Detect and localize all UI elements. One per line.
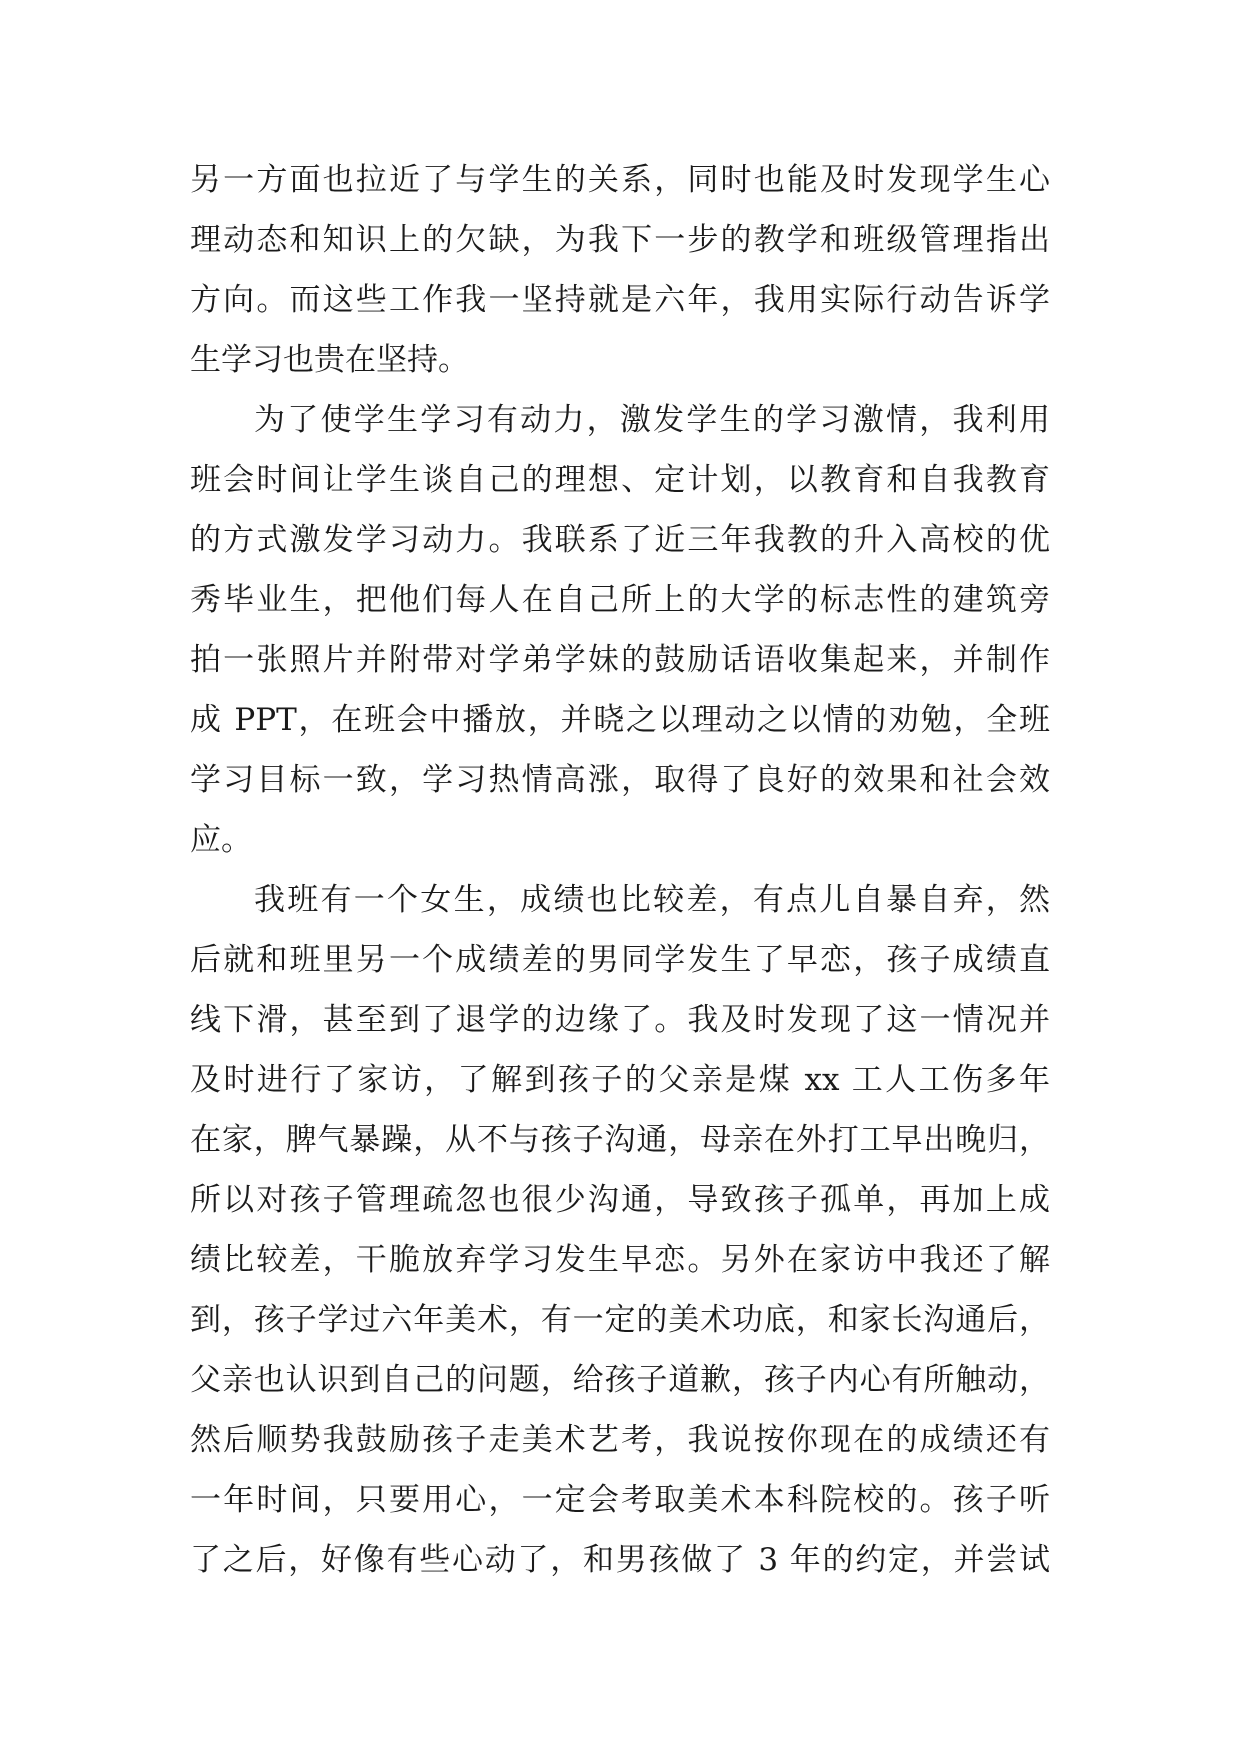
text-line: 成 PPT，在班会中播放，并晓之以理动之以情的劝勉，全班 (190, 702, 1050, 738)
text-line: 父亲也认识到自己的问题，给孩子道歉，孩子内心有所触动， (190, 1362, 1050, 1398)
text-line: 所以对孩子管理疏忽也很少沟通，导致孩子孤单，再加上成 (190, 1182, 1050, 1218)
text-line: 然后顺势我鼓励孩子走美术艺考，我说按你现在的成绩还有 (190, 1422, 1050, 1458)
text-line: 拍一张照片并附带对学弟学妹的鼓励话语收集起来，并制作 (190, 642, 1050, 678)
text-line: 应。 (190, 822, 252, 858)
text-line: 线下滑，甚至到了退学的边缘了。我及时发现了这一情况并 (190, 1002, 1050, 1038)
text-line: 秀毕业生，把他们每人在自己所上的大学的标志性的建筑旁 (190, 582, 1050, 618)
text-line: 后就和班里另一个成绩差的男同学发生了早恋，孩子成绩直 (190, 942, 1050, 978)
text-line: 绩比较差，干脆放弃学习发生早恋。另外在家访中我还了解 (190, 1242, 1050, 1278)
text-line: 的方式激发学习动力。我联系了近三年我教的升入高校的优 (190, 522, 1050, 558)
text-line: 学习目标一致，学习热情高涨，取得了良好的效果和社会效 (190, 762, 1050, 798)
text-line: 生学习也贵在坚持。 (190, 342, 469, 378)
text-line: 一年时间，只要用心，一定会考取美术本科院校的。孩子听 (190, 1482, 1050, 1518)
text-line: 了之后，好像有些心动了，和男孩做了 3 年的约定，并尝试 (190, 1542, 1050, 1578)
paragraph-first-line: 我班有一个女生，成绩也比较差，有点儿自暴自弃，然 (254, 882, 1050, 918)
text-line: 在家，脾气暴躁，从不与孩子沟通，母亲在外打工早出晚归， (190, 1122, 1050, 1158)
paragraph-first-line: 为了使学生学习有动力，激发学生的学习激情，我利用 (254, 402, 1050, 438)
text-line: 到，孩子学过六年美术，有一定的美术功底，和家长沟通后， (190, 1302, 1050, 1338)
text-line: 方向。而这些工作我一坚持就是六年，我用实际行动告诉学 (190, 282, 1050, 318)
body-text (190, 150, 1050, 1590)
text-line: 理动态和知识上的欠缺，为我下一步的教学和班级管理指出 (190, 222, 1050, 258)
text-line: 另一方面也拉近了与学生的关系，同时也能及时发现学生心 (190, 162, 1050, 198)
text-line: 及时进行了家访，了解到孩子的父亲是煤 xx 工人工伤多年 (190, 1062, 1050, 1098)
text-line: 班会时间让学生谈自己的理想、定计划，以教育和自我教育 (190, 462, 1050, 498)
